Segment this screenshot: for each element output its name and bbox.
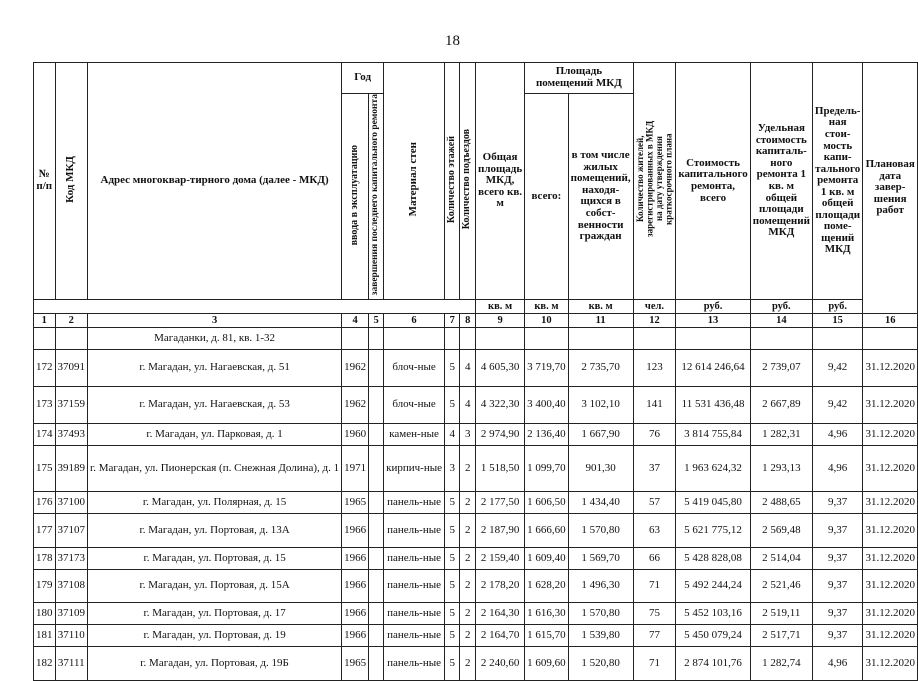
row-year-repair: [369, 602, 384, 624]
row-year-repair: [369, 386, 384, 423]
row-floors: 5: [444, 349, 460, 386]
row-floors: 5: [444, 491, 460, 513]
row-wall-material: панель-ные: [384, 513, 445, 547]
row-entrances: 2: [460, 513, 476, 547]
row-end-date: 31.12.2020: [863, 569, 918, 602]
row-cost: 2 874 101,76: [676, 646, 750, 680]
row-area-residential: 3 102,10: [568, 386, 633, 423]
table-row: [34, 386, 918, 423]
header-unit-cost: Удельная стоимость капиталь-ного ремонта 1 кв. м общей площади помещений МКД: [750, 63, 812, 300]
row-max-cost: 4,96: [812, 423, 863, 445]
row-floors: 5: [444, 513, 460, 547]
row-number: 174: [34, 423, 56, 445]
row-year-built: 1960: [342, 423, 369, 445]
unit-cell: кв. м: [525, 299, 569, 313]
unit-cell: кв. м: [475, 299, 524, 313]
row-address: г. Магадан, ул. Нагаевская, д. 53: [88, 386, 342, 423]
row-wall-material: панель-ные: [384, 624, 445, 646]
row-max-cost: 4,96: [812, 646, 863, 680]
row-address: г. Магадан, ул. Портовая, д. 13А: [88, 513, 342, 547]
row-unit-cost: 1 282,31: [750, 423, 812, 445]
col-number: 12: [633, 313, 676, 327]
row-residents: 141: [633, 386, 676, 423]
row-year-built: 1971: [342, 445, 369, 491]
col-number: 4: [342, 313, 369, 327]
row-unit-cost: 2 514,04: [750, 547, 812, 569]
table-row: [34, 602, 918, 624]
continuation-address: Магаданки, д. 81, кв. 1-32: [88, 327, 342, 349]
col-number: 1: [34, 313, 56, 327]
row-area-all: 1 615,70: [525, 624, 569, 646]
row-cost: 5 428 828,08: [676, 547, 750, 569]
row-max-cost: 9,37: [812, 602, 863, 624]
row-max-cost: 9,42: [812, 386, 863, 423]
row-entrances: 2: [460, 445, 476, 491]
row-area-all: 1 616,30: [525, 602, 569, 624]
row-area-all: 1 666,60: [525, 513, 569, 547]
table-row: [34, 569, 918, 602]
row-year-repair: [369, 423, 384, 445]
row-wall-material: кирпич-ные: [384, 445, 445, 491]
row-address: г. Магадан, ул. Парковая, д. 1: [88, 423, 342, 445]
row-entrances: 2: [460, 602, 476, 624]
table-row: [34, 646, 918, 680]
row-year-repair: [369, 624, 384, 646]
row-end-date: 31.12.2020: [863, 423, 918, 445]
unit-cell: руб.: [812, 299, 863, 313]
unit-cell: кв. м: [568, 299, 633, 313]
row-floors: 5: [444, 646, 460, 680]
col-number: 11: [568, 313, 633, 327]
row-cost: 12 614 246,64: [676, 349, 750, 386]
header-code: Код МКД: [55, 63, 88, 300]
row-wall-material: панель-ные: [384, 569, 445, 602]
row-wall-material: блоч-ные: [384, 349, 445, 386]
row-area-all: 1 606,50: [525, 491, 569, 513]
row-code: 37091: [55, 349, 88, 386]
row-total-area: 2 974,90: [475, 423, 524, 445]
table-row: [34, 349, 918, 386]
row-area-all: 1 609,60: [525, 646, 569, 680]
row-floors: 5: [444, 602, 460, 624]
row-entrances: 4: [460, 386, 476, 423]
row-year-built: 1966: [342, 547, 369, 569]
row-max-cost: 9,37: [812, 624, 863, 646]
header-year-repair: завершения последнего капитального ремонта: [369, 94, 384, 300]
header-year: Год: [342, 63, 384, 94]
row-unit-cost: 2 517,71: [750, 624, 812, 646]
row-area-residential: 1 496,30: [568, 569, 633, 602]
row-code: 37110: [55, 624, 88, 646]
row-area-residential: 1 434,40: [568, 491, 633, 513]
row-unit-cost: 2 739,07: [750, 349, 812, 386]
header-max-cost: Предель-ная стои-мость капи-тального ремонта 1 кв. м общей площади поме-щений МКД: [812, 63, 863, 300]
row-year-built: 1965: [342, 491, 369, 513]
row-total-area: 2 164,30: [475, 602, 524, 624]
row-area-all: 3 719,70: [525, 349, 569, 386]
header-residents: Количество жителей, зарегистрированных в МКД на дату утверждения краткосрочного плана: [633, 63, 676, 300]
row-area-residential: 901,30: [568, 445, 633, 491]
table-row: [34, 624, 918, 646]
row-total-area: 4 322,30: [475, 386, 524, 423]
col-number: 14: [750, 313, 812, 327]
header-address: Адрес многоквар-тирного дома (далее - МКД): [88, 63, 342, 300]
row-cost: 1 963 624,32: [676, 445, 750, 491]
row-code: 37111: [55, 646, 88, 680]
row-wall-material: блоч-ные: [384, 386, 445, 423]
row-address: г. Магадан, ул. Полярная, д. 15: [88, 491, 342, 513]
row-number: 181: [34, 624, 56, 646]
row-cost: 5 452 103,16: [676, 602, 750, 624]
row-total-area: 4 605,30: [475, 349, 524, 386]
row-residents: 66: [633, 547, 676, 569]
col-number: 2: [55, 313, 88, 327]
col-number: 13: [676, 313, 750, 327]
row-entrances: 2: [460, 491, 476, 513]
row-code: 37159: [55, 386, 88, 423]
col-number: 8: [460, 313, 476, 327]
row-year-repair: [369, 513, 384, 547]
row-cost: 11 531 436,48: [676, 386, 750, 423]
row-total-area: 2 159,40: [475, 547, 524, 569]
unit-cell: руб.: [750, 299, 812, 313]
row-area-all: 1 609,40: [525, 547, 569, 569]
row-end-date: 31.12.2020: [863, 386, 918, 423]
table-body: [34, 327, 918, 680]
row-residents: 76: [633, 423, 676, 445]
row-year-built: 1966: [342, 624, 369, 646]
row-area-residential: 1 570,80: [568, 513, 633, 547]
row-max-cost: 9,37: [812, 569, 863, 602]
table-row: [34, 423, 918, 445]
row-code: 37173: [55, 547, 88, 569]
row-year-repair: [369, 349, 384, 386]
row-year-built: 1966: [342, 569, 369, 602]
header-premises-area: Площадь помещений МКД: [525, 63, 633, 94]
header-cost: Стоимость капитального ремонта, всего: [676, 63, 750, 300]
row-cost: 5 492 244,24: [676, 569, 750, 602]
row-number: 182: [34, 646, 56, 680]
row-entrances: 2: [460, 646, 476, 680]
col-number: 10: [525, 313, 569, 327]
row-wall-material: камен-ные: [384, 423, 445, 445]
row-area-all: 3 400,40: [525, 386, 569, 423]
col-number: 3: [88, 313, 342, 327]
col-number: 9: [475, 313, 524, 327]
row-area-all: 1 099,70: [525, 445, 569, 491]
row-year-built: 1965: [342, 646, 369, 680]
row-end-date: 31.12.2020: [863, 491, 918, 513]
row-year-built: 1966: [342, 513, 369, 547]
row-total-area: 2 164,70: [475, 624, 524, 646]
row-residents: 71: [633, 646, 676, 680]
col-number: 6: [384, 313, 445, 327]
row-area-residential: 1 570,80: [568, 602, 633, 624]
row-cost: 5 621 775,12: [676, 513, 750, 547]
col-number: 15: [812, 313, 863, 327]
table-row: [34, 445, 918, 491]
row-end-date: 31.12.2020: [863, 624, 918, 646]
row-area-residential: 1 539,80: [568, 624, 633, 646]
header-floors: Количество этажей: [444, 63, 460, 300]
row-code: 39189: [55, 445, 88, 491]
row-cost: 3 814 755,84: [676, 423, 750, 445]
row-unit-cost: 1 282,74: [750, 646, 812, 680]
row-entrances: 4: [460, 349, 476, 386]
row-code: 37109: [55, 602, 88, 624]
row-unit-cost: 2 488,65: [750, 491, 812, 513]
row-end-date: 31.12.2020: [863, 547, 918, 569]
row-area-residential: 1 569,70: [568, 547, 633, 569]
row-code: 37107: [55, 513, 88, 547]
row-max-cost: 9,42: [812, 349, 863, 386]
row-code: 37108: [55, 569, 88, 602]
row-total-area: 2 187,90: [475, 513, 524, 547]
row-cost: 5 450 079,24: [676, 624, 750, 646]
repair-plan-table: [33, 62, 918, 681]
row-year-repair: [369, 491, 384, 513]
row-end-date: 31.12.2020: [863, 349, 918, 386]
table-row: [34, 491, 918, 513]
row-year-built: 1962: [342, 386, 369, 423]
row-residents: 37: [633, 445, 676, 491]
row-unit-cost: 2 521,46: [750, 569, 812, 602]
row-year-repair: [369, 547, 384, 569]
row-end-date: 31.12.2020: [863, 602, 918, 624]
row-floors: 5: [444, 386, 460, 423]
row-wall-material: панель-ные: [384, 602, 445, 624]
row-floors: 3: [444, 445, 460, 491]
col-number: 7: [444, 313, 460, 327]
unit-cell: руб.: [676, 299, 750, 313]
row-address: г. Магадан, ул. Нагаевская, д. 51: [88, 349, 342, 386]
row-address: г. Магадан, ул. Портовая, д. 15: [88, 547, 342, 569]
row-code: 37100: [55, 491, 88, 513]
row-address: г. Магадан, ул. Пионерская (п. Снежная Долина), д. 1: [88, 445, 342, 491]
row-max-cost: 4,96: [812, 445, 863, 491]
row-unit-cost: 2 519,11: [750, 602, 812, 624]
row-number: 178: [34, 547, 56, 569]
row-number: 173: [34, 386, 56, 423]
row-address: г. Магадан, ул. Портовая, д. 19: [88, 624, 342, 646]
header-year-built: ввода в эксплуатацию: [342, 94, 369, 300]
continuation-row: [34, 327, 918, 349]
row-number: 179: [34, 569, 56, 602]
row-year-repair: [369, 445, 384, 491]
row-max-cost: 9,37: [812, 491, 863, 513]
row-total-area: 2 240,60: [475, 646, 524, 680]
page-number: 18: [445, 33, 460, 49]
header-area-residential: в том числе жилых помещений, находя-щихся в собст-венности граждан: [568, 94, 633, 300]
row-area-residential: 1 520,80: [568, 646, 633, 680]
row-address: г. Магадан, ул. Портовая, д. 15А: [88, 569, 342, 602]
table-row: [34, 547, 918, 569]
header-entrances: Количество подъездов: [460, 63, 476, 300]
row-area-residential: 1 667,90: [568, 423, 633, 445]
row-year-built: 1962: [342, 349, 369, 386]
row-residents: 57: [633, 491, 676, 513]
col-number: 16: [863, 313, 918, 327]
row-number: 177: [34, 513, 56, 547]
row-max-cost: 9,37: [812, 547, 863, 569]
header-wall: Материал стен: [384, 63, 445, 300]
row-year-repair: [369, 646, 384, 680]
row-floors: 4: [444, 423, 460, 445]
row-floors: 5: [444, 569, 460, 602]
row-floors: 5: [444, 547, 460, 569]
row-unit-cost: 2 569,48: [750, 513, 812, 547]
row-wall-material: панель-ные: [384, 547, 445, 569]
row-entrances: 2: [460, 547, 476, 569]
row-wall-material: панель-ные: [384, 646, 445, 680]
row-residents: 63: [633, 513, 676, 547]
row-address: г. Магадан, ул. Портовая, д. 17: [88, 602, 342, 624]
row-area-residential: 2 735,70: [568, 349, 633, 386]
row-code: 37493: [55, 423, 88, 445]
row-residents: 71: [633, 569, 676, 602]
row-total-area: 2 177,50: [475, 491, 524, 513]
header-area-all: всего:: [525, 94, 569, 300]
row-number: 175: [34, 445, 56, 491]
row-cost: 5 419 045,80: [676, 491, 750, 513]
row-number: 180: [34, 602, 56, 624]
row-end-date: 31.12.2020: [863, 646, 918, 680]
row-entrances: 3: [460, 423, 476, 445]
row-number: 176: [34, 491, 56, 513]
row-wall-material: панель-ные: [384, 491, 445, 513]
header-num: № п/п: [34, 63, 56, 300]
row-unit-cost: 2 667,89: [750, 386, 812, 423]
row-total-area: 1 518,50: [475, 445, 524, 491]
row-floors: 5: [444, 624, 460, 646]
row-area-all: 2 136,40: [525, 423, 569, 445]
row-max-cost: 9,37: [812, 513, 863, 547]
row-end-date: 31.12.2020: [863, 445, 918, 491]
row-residents: 75: [633, 602, 676, 624]
row-number: 172: [34, 349, 56, 386]
row-entrances: 2: [460, 569, 476, 602]
row-area-all: 1 628,20: [525, 569, 569, 602]
unit-cell: чел.: [633, 299, 676, 313]
row-end-date: 31.12.2020: [863, 513, 918, 547]
row-entrances: 2: [460, 624, 476, 646]
col-number: 5: [369, 313, 384, 327]
table-row: [34, 513, 918, 547]
row-total-area: 2 178,20: [475, 569, 524, 602]
header-spacer: [34, 299, 476, 313]
header-end-date: Плановая дата завер-шения работ: [863, 63, 918, 314]
row-residents: 77: [633, 624, 676, 646]
row-residents: 123: [633, 349, 676, 386]
header-total-area: Общая площадь МКД, всего кв. м: [475, 63, 524, 300]
row-unit-cost: 1 293,13: [750, 445, 812, 491]
row-address: г. Магадан, ул. Портовая, д. 19Б: [88, 646, 342, 680]
row-year-built: 1966: [342, 602, 369, 624]
row-year-repair: [369, 569, 384, 602]
